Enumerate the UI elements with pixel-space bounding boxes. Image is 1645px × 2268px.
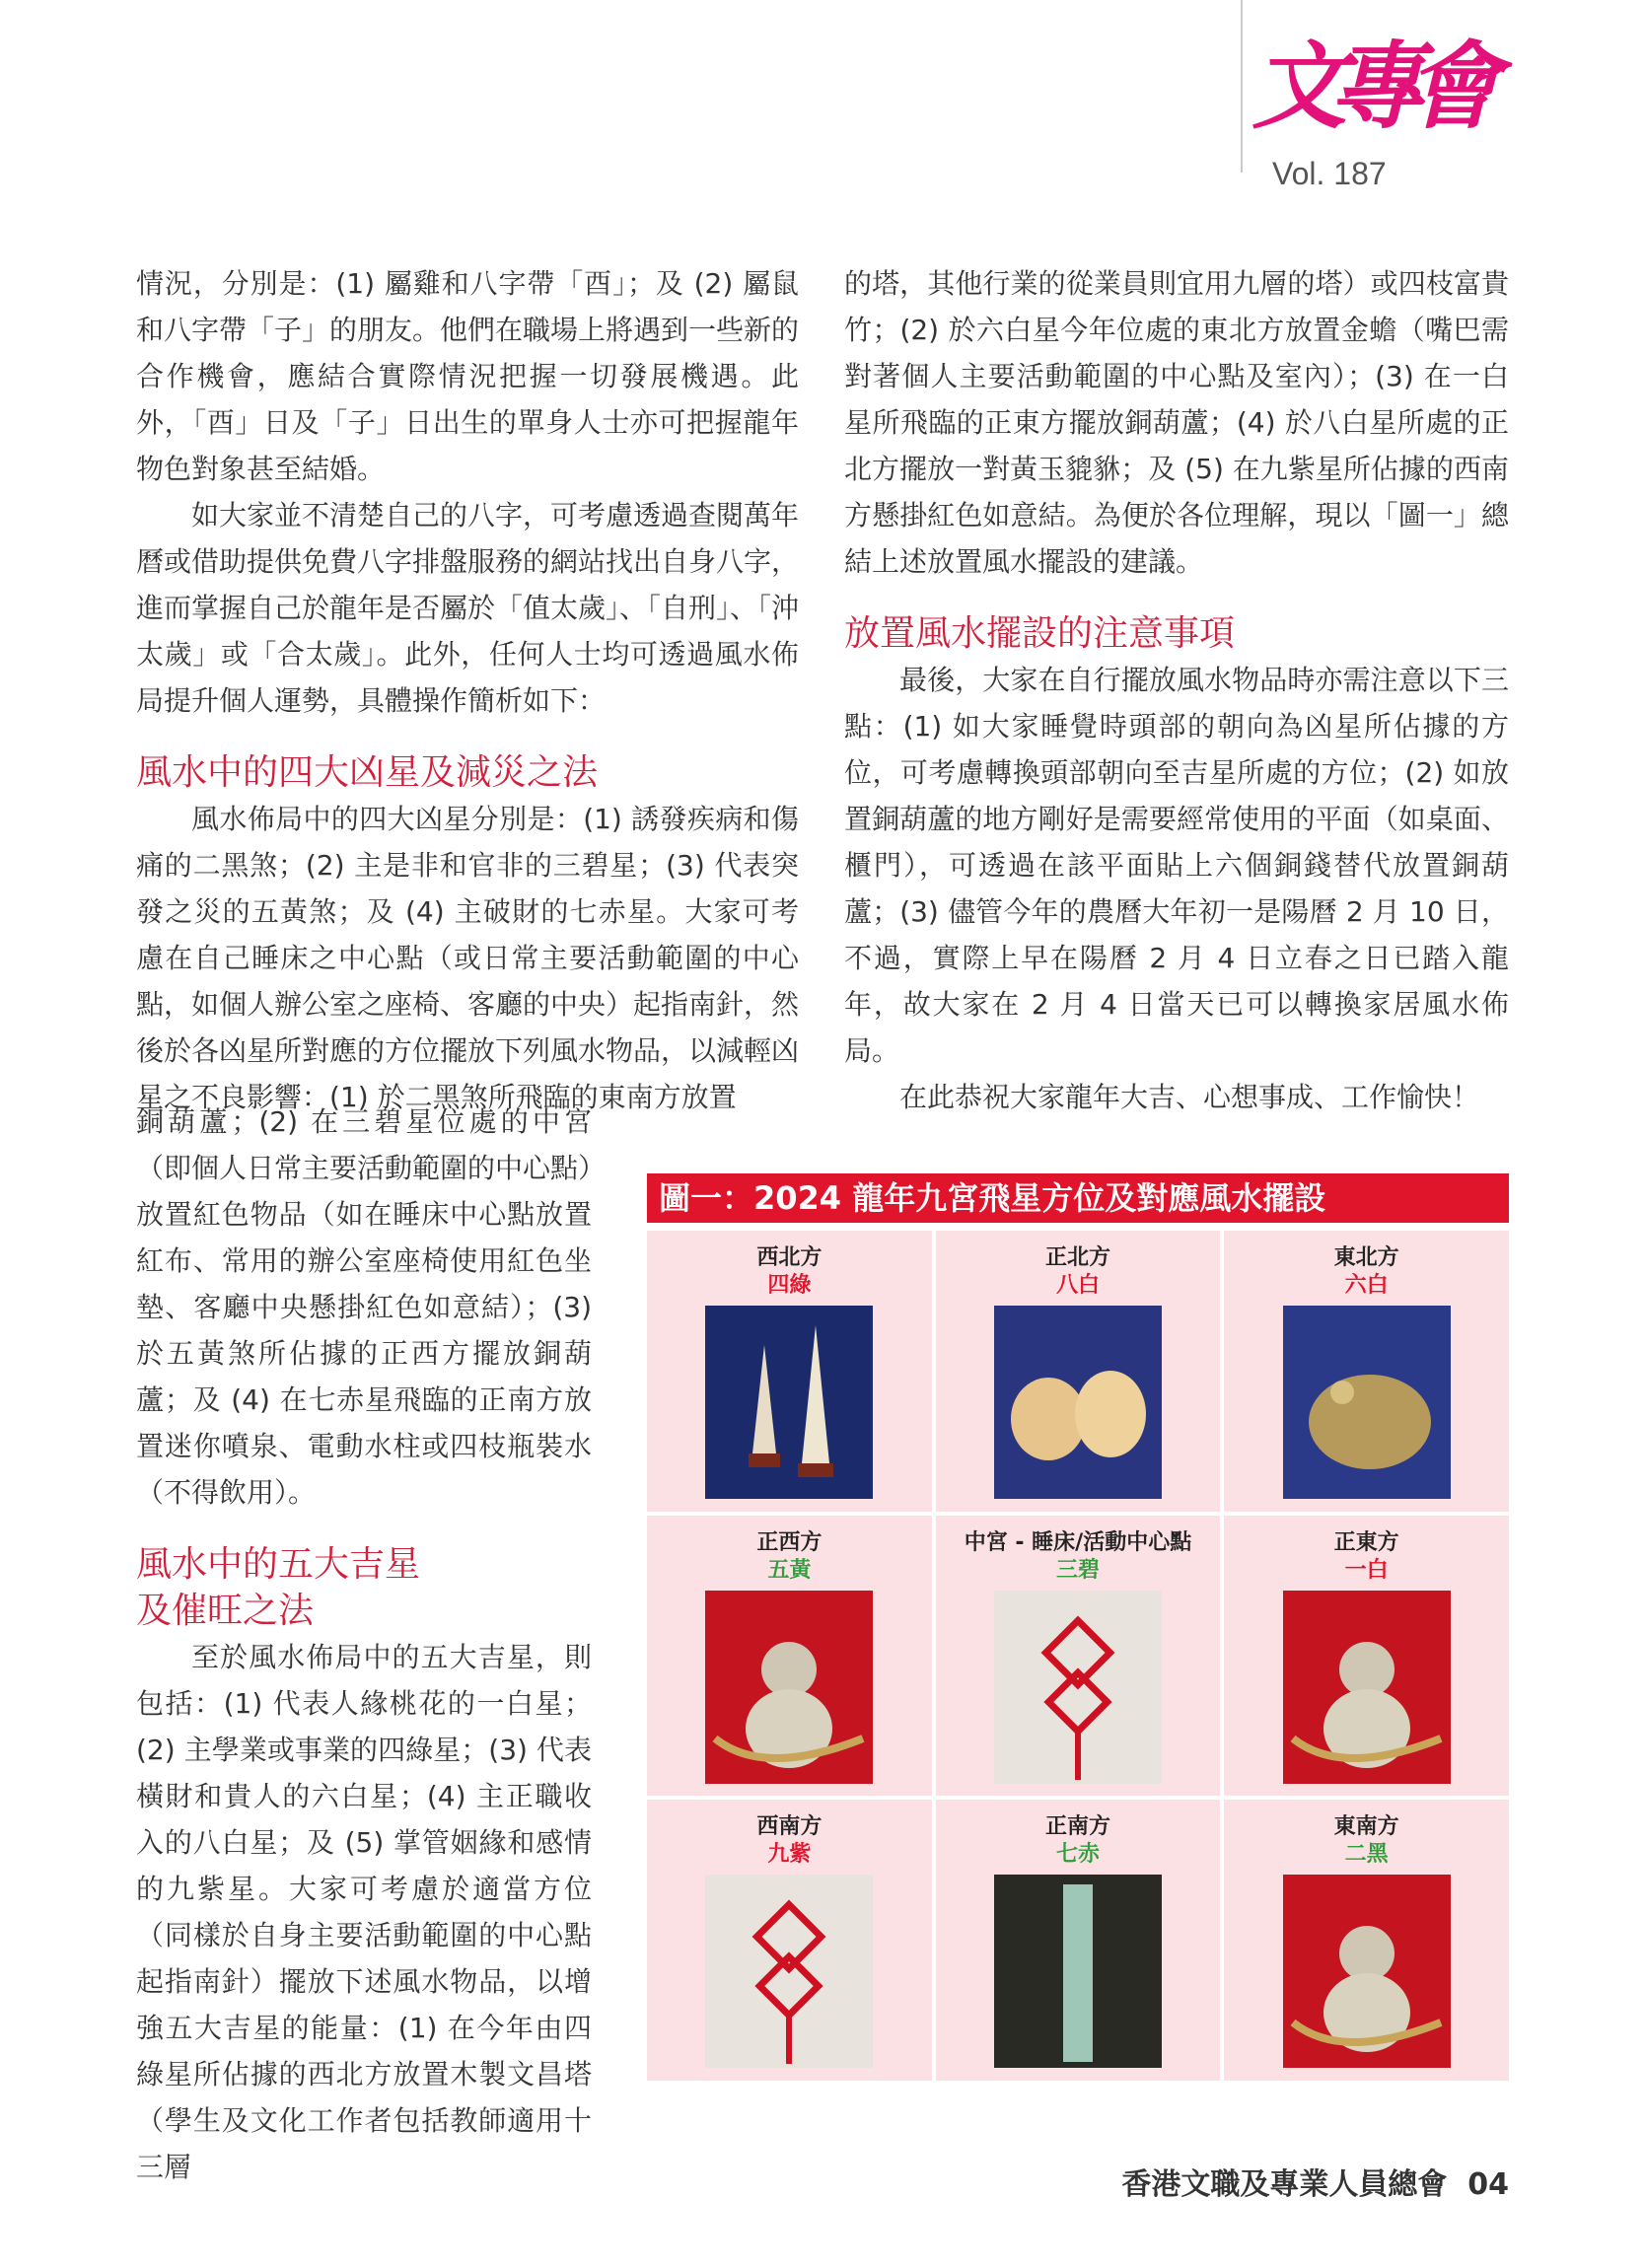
palace-cell bbox=[936, 1231, 1221, 1512]
page-number: 04 bbox=[1467, 2167, 1509, 2202]
header-divider bbox=[1241, 0, 1243, 173]
direction-label: 西南方 bbox=[756, 1814, 822, 1840]
paragraph: 在此恭祝大家龍年大吉、心想事成、工作愉快！ bbox=[899, 1081, 1480, 1113]
palace-cell bbox=[647, 1516, 932, 1797]
column-left-bottom bbox=[136, 1099, 592, 2190]
star-label: 四綠 bbox=[767, 1273, 812, 1298]
star-label: 七赤 bbox=[1055, 1842, 1100, 1868]
palace-cell bbox=[1224, 1231, 1509, 1512]
palace-cell bbox=[647, 1231, 932, 1512]
star-label: 九紫 bbox=[767, 1842, 812, 1868]
column-left-top bbox=[136, 260, 799, 1120]
section-heading: 放置風水擺設的注意事項 bbox=[844, 613, 1236, 654]
paragraph: 銅葫蘆；(2) 在三碧星位處的中宮（即個人日常主要活動範圍的中心點）放置紅色物品（如在睡床中心點放置紅布、常用的辦公室座椅使用紅色坐墊、客廳中央懸掛紅色如意結）；(3) 於五黃煞所佔據的正西方擺放銅葫蘆；及 (4) 在七赤星飛臨的正南方放置迷你噴泉、電動水柱或四枝瓶裝水（不得飲用）。 bbox=[136, 1105, 593, 1509]
direction-label: 正東方 bbox=[1333, 1529, 1399, 1555]
magazine-logo bbox=[1247, 31, 1537, 191]
water-column-icon bbox=[994, 1875, 1162, 2068]
figure-nine-palace bbox=[647, 1173, 1509, 2081]
palace-grid bbox=[647, 1231, 1509, 2081]
paragraph: 至於風水佈局中的五大吉星，則包括：(1) 代表人緣桃花的一白星；(2) 主學業或事業的四綠星；(3) 代表橫財和貴人的六白星；(4) 主正職收入的八白星；及 (5) 掌管姻緣和感情的九紫星。大家可考慮於適當方位（同樣於自身主要活動範圍的中心點起指南針）擺放下述風水物品，以增強五大吉星的能量：(1) 在今年由四綠星所佔據的西北方放置木製文昌塔（學生及文化工作者包括教師適用十三層 bbox=[136, 1641, 592, 2183]
palace-cell bbox=[647, 1800, 932, 2081]
star-label: 八白 bbox=[1055, 1273, 1100, 1298]
star-label: 一白 bbox=[1344, 1557, 1389, 1583]
star-label: 二黑 bbox=[1344, 1842, 1389, 1868]
paragraph: 最後，大家在自行擺放風水物品時亦需注意以下三點：(1) 如大家睡覺時頭部的朝向為凶星所佔據的方位，可考慮轉換頭部朝向至吉星所處的方位；(2) 如放置銅葫蘆的地方剛好是需要經常使用的平面（如桌面、櫃門），可透過在該平面貼上六個銅錢替代放置銅葫蘆；(3) 儘管今年的農曆大年初一是陽曆 2 月 10 日，不過，實際上早在陽曆 2 月 4 日立春之日已踏入龍年，故大家在 2 月 4 日當天已可以轉換家居風水佈局。 bbox=[844, 664, 1509, 1067]
direction-label: 中宮 - 睡床/活動中心點 bbox=[964, 1529, 1192, 1555]
direction-label: 西北方 bbox=[756, 1245, 822, 1270]
direction-label: 正南方 bbox=[1044, 1814, 1110, 1840]
heading-line-2: 及催旺之法 bbox=[136, 1591, 315, 1631]
paragraph: 情況，分別是：(1) 屬雞和八字帶「酉」；及 (2) 屬鼠和八字帶「子」的朋友。他們在職場上將遇到一些新的合作機會，應結合實際情況把握一切發展機遇。此外，「酉」日及「子」日出生的單身人士亦可把握龍年物色對象甚至結婚。 bbox=[136, 267, 800, 485]
pixiu-icon bbox=[994, 1306, 1162, 1499]
palace-cell bbox=[1224, 1516, 1509, 1797]
gourd-icon bbox=[1283, 1875, 1451, 2068]
paragraph: 風水佈局中的四大凶星分別是：(1) 誘發疾病和傷痛的二黑煞；(2) 主是非和官非的三碧星；(3) 代表突發之災的五黃煞；及 (4) 主破財的七赤星。大家可考慮在自己睡床之中心點（或日常主要活動範圍的中心點，如個人辦公室之座椅、客廳的中央）起指南針，然後於各凶星所對應的方位擺放下列風水物品，以減輕凶星之不良影響：(1) 於二黑煞所飛臨的東南方放置 bbox=[136, 803, 800, 1113]
footer-org: 香港文職及專業人員總會 bbox=[1121, 2167, 1448, 2202]
star-label: 五黃 bbox=[767, 1557, 812, 1583]
section-heading bbox=[136, 1541, 592, 1634]
paragraph: 的塔，其他行業的從業員則宜用九層的塔）或四枝富貴竹；(2) 於六白星今年位處的東北方放置金蟾（嘴巴需對著個人主要活動範圍的中心點及室內）；(3) 在一白星所飛臨的正東方擺放銅葫蘆；(4) 於八白星所處的正北方擺放一對黃玉貔貅；及 (5) 在九紫星所佔據的西南方懸掛紅色如意結。為便於各位理解，現以「圖一」總結上述放置風水擺設的建議。 bbox=[844, 267, 1509, 578]
direction-label: 正北方 bbox=[1044, 1245, 1110, 1270]
figure-title: 圖一：2024 龍年九宮飛星方位及對應風水擺設 bbox=[647, 1173, 1509, 1223]
volume-label: Vol. 187 bbox=[1272, 156, 1387, 191]
heading-line-1: 風水中的五大吉星 bbox=[136, 1544, 421, 1585]
gourd-icon bbox=[1283, 1591, 1451, 1784]
toad-icon bbox=[1283, 1306, 1451, 1499]
direction-label: 東北方 bbox=[1333, 1245, 1399, 1270]
palace-cell bbox=[1224, 1800, 1509, 2081]
column-right bbox=[844, 260, 1509, 1120]
direction-label: 正西方 bbox=[756, 1529, 822, 1555]
page-footer bbox=[1121, 2160, 1509, 2203]
logo-text: 文專會 bbox=[1247, 31, 1506, 142]
palace-cell bbox=[936, 1516, 1221, 1797]
direction-label: 東南方 bbox=[1333, 1814, 1399, 1840]
section-heading: 風水中的四大凶星及減災之法 bbox=[136, 752, 599, 793]
palace-cell bbox=[936, 1800, 1221, 2081]
pagoda-icon bbox=[705, 1306, 873, 1499]
star-label: 六白 bbox=[1344, 1273, 1389, 1298]
star-label: 三碧 bbox=[1055, 1557, 1100, 1583]
paragraph: 如大家並不清楚自己的八字，可考慮透過查閱萬年曆或借助提供免費八字排盤服務的網站找出自身八字，進而掌握自己於龍年是否屬於「值太歲」、「自刑」、「沖太歲」或「合太歲」。此外，任何人士均可透過風水佈局提升個人運勢，具體操作簡析如下： bbox=[136, 499, 800, 717]
knot-icon bbox=[705, 1875, 873, 2068]
knot-icon bbox=[994, 1591, 1162, 1784]
gourd-icon bbox=[705, 1591, 873, 1784]
